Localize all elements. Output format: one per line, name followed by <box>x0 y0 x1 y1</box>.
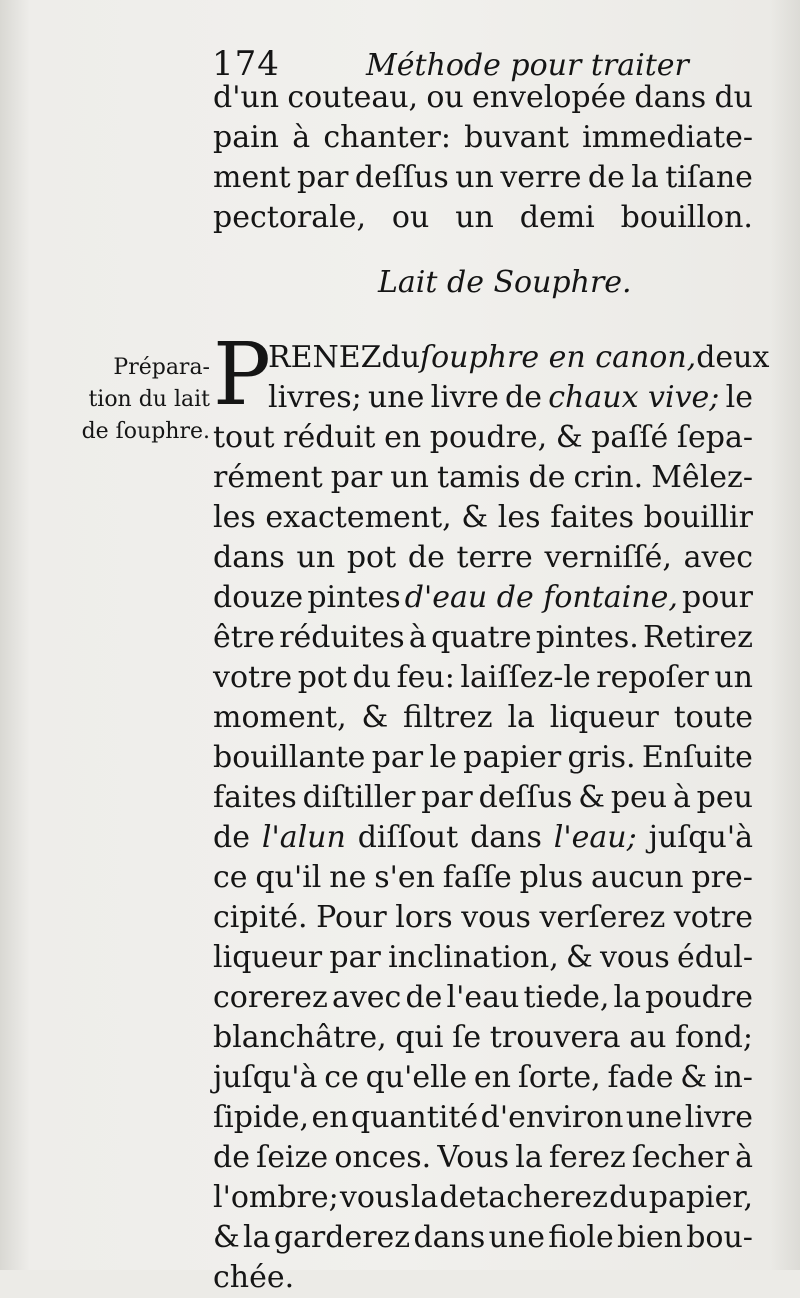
word: l'eau <box>446 980 520 1015</box>
word: chaux vive; <box>548 380 720 415</box>
word: ou <box>426 80 464 115</box>
drop-cap-lines <box>268 338 770 418</box>
word: votre <box>673 900 753 935</box>
word: les <box>497 500 541 535</box>
word: verniſſé, <box>544 540 672 575</box>
word: dans <box>413 1220 486 1255</box>
margin-note-line: tion du lait <box>88 387 210 412</box>
word: faſſe <box>442 860 512 895</box>
running-title: Méthode pour traiter <box>366 48 689 83</box>
word: liqueur <box>213 940 323 975</box>
word: papier <box>463 740 562 775</box>
word: la <box>410 1180 439 1215</box>
word: peu <box>696 780 753 815</box>
text-line <box>213 1218 753 1258</box>
word: & <box>578 780 605 815</box>
word: au <box>629 1020 667 1055</box>
word: quatre <box>431 620 532 655</box>
word: pain <box>213 120 280 155</box>
word: pour <box>682 580 753 615</box>
word: deux <box>696 340 770 375</box>
word: peu <box>610 780 668 815</box>
word: un <box>390 460 429 495</box>
text-line <box>213 458 753 498</box>
word: diſtiller <box>302 780 416 815</box>
text-line <box>213 1018 753 1058</box>
drop-cap: P <box>213 325 271 425</box>
word: filtrez <box>403 700 493 735</box>
word: deſſus <box>478 780 573 815</box>
word: cipité. <box>213 900 308 935</box>
word: & <box>555 420 583 455</box>
word: poudre <box>645 980 753 1015</box>
word: ſorte, <box>517 1060 601 1095</box>
word: liqueur <box>549 700 659 735</box>
text-line <box>213 498 753 538</box>
word: de <box>407 540 445 575</box>
word: du <box>609 1180 648 1215</box>
text-line <box>268 338 770 378</box>
word: demi <box>519 200 595 235</box>
page-number: 174 <box>212 44 280 84</box>
word: s'en <box>374 860 435 895</box>
word: rément <box>213 460 323 495</box>
word: inclination, <box>388 940 559 975</box>
word: pre- <box>691 860 753 895</box>
word: Mêlez- <box>651 460 753 495</box>
text-line <box>213 818 753 858</box>
word: blanchâtre, <box>213 1020 387 1055</box>
word: RENEZ <box>268 340 382 375</box>
word: ſeize <box>256 1140 329 1175</box>
word: bou- <box>686 1220 753 1255</box>
word: un <box>455 200 494 235</box>
word: qu'elle <box>365 1060 468 1095</box>
word: tiſane <box>665 160 753 195</box>
word: pectorale, <box>213 200 366 235</box>
word: avec <box>331 980 402 1015</box>
word: & <box>461 500 489 535</box>
word: dans <box>470 820 542 855</box>
word: ſecher <box>631 1140 729 1175</box>
word: repoſer <box>596 660 709 695</box>
margin-note <box>70 352 210 448</box>
word: buvant <box>464 120 569 155</box>
word: par <box>330 460 383 495</box>
word: faites <box>213 780 297 815</box>
word: en <box>473 1060 511 1095</box>
word: bouillante <box>213 740 366 775</box>
word: en <box>384 420 422 455</box>
word: à <box>408 620 427 655</box>
word: de <box>505 380 543 415</box>
word: ſipide, <box>213 1100 309 1135</box>
text-line <box>213 658 753 698</box>
word: terre <box>456 540 533 575</box>
word: vous <box>339 1180 410 1215</box>
word: bouillir <box>643 500 753 535</box>
word: trouvera <box>489 1020 621 1055</box>
word: l'ombre; <box>213 1180 339 1215</box>
word: livre <box>684 1100 753 1135</box>
word: papier, <box>648 1180 753 1215</box>
text-line <box>213 738 753 778</box>
word: & <box>361 700 389 735</box>
word: ce <box>324 1060 359 1095</box>
word: réduit <box>283 420 376 455</box>
word: une <box>625 1100 683 1135</box>
text-line <box>213 78 753 118</box>
word: d'un <box>213 80 280 115</box>
text-line <box>213 1138 753 1178</box>
word: pintes <box>307 580 401 615</box>
word: corerez <box>213 980 328 1015</box>
word: envelopée <box>471 80 627 115</box>
word: réduites <box>279 620 405 655</box>
word: à <box>292 120 311 155</box>
word: l'alun <box>261 820 346 855</box>
word: bien <box>617 1220 683 1255</box>
word: laiſſez-le <box>460 660 591 695</box>
text-line <box>213 698 753 738</box>
word: bouillon. <box>620 200 753 235</box>
word: de <box>587 160 625 195</box>
word: par <box>421 780 473 815</box>
word: faites <box>550 500 634 535</box>
continuation-paragraph <box>213 78 753 238</box>
word: chée. <box>213 1260 295 1295</box>
word: pot <box>346 540 397 575</box>
word: detacherez <box>439 1180 608 1215</box>
word: ſepa- <box>676 420 753 455</box>
word: un <box>714 660 753 695</box>
word: à <box>672 780 691 815</box>
word: livres; <box>268 380 362 415</box>
word: pot <box>297 660 348 695</box>
word: diſſout <box>357 820 459 855</box>
text-line <box>213 158 753 198</box>
word: ferez <box>548 1140 626 1175</box>
word: ment <box>213 160 291 195</box>
word: Pour <box>316 900 387 935</box>
text-line <box>213 978 753 1018</box>
text-line <box>213 858 753 898</box>
word: quantité <box>350 1100 479 1135</box>
text-line <box>213 1098 753 1138</box>
text-line <box>213 1058 753 1098</box>
word: immediate- <box>582 120 753 155</box>
section-title: Lait de Souphre. <box>378 265 632 300</box>
word: paſſé <box>591 420 669 455</box>
word: gris. <box>567 740 636 775</box>
word: verre <box>500 160 582 195</box>
word: in- <box>713 1060 753 1095</box>
word: la <box>631 160 659 195</box>
word: l'eau; <box>553 820 637 855</box>
word: verſerez <box>539 900 666 935</box>
word: juſqu'à <box>648 820 753 855</box>
text-line <box>213 1178 753 1218</box>
word: le <box>725 380 753 415</box>
word: douze <box>213 580 304 615</box>
word: Retirez <box>643 620 753 655</box>
word: juſqu'à <box>213 1060 318 1095</box>
word: la <box>243 1220 271 1255</box>
word: lors <box>395 900 453 935</box>
word: qui <box>395 1020 444 1055</box>
word: le <box>429 740 457 775</box>
word: deſſus <box>354 160 449 195</box>
text-line <box>213 938 753 978</box>
word: votre <box>213 660 293 695</box>
text-line <box>213 538 753 578</box>
word: crin. <box>573 460 644 495</box>
word: garderez <box>273 1220 411 1255</box>
word: feu: <box>396 660 455 695</box>
word: plus <box>519 860 584 895</box>
word: Vous <box>437 1140 510 1175</box>
word: être <box>213 620 275 655</box>
text-line <box>213 618 753 658</box>
word: les <box>213 500 256 535</box>
word: par <box>297 160 349 195</box>
word: avec <box>683 540 753 575</box>
word: fiole <box>548 1220 614 1255</box>
word: un <box>455 160 494 195</box>
word: la <box>507 700 535 735</box>
recipe-paragraph <box>213 418 753 1298</box>
text-line <box>213 898 753 938</box>
word: aucun <box>590 860 684 895</box>
word: tamis <box>437 460 521 495</box>
word: par <box>371 740 424 775</box>
word: par <box>329 940 381 975</box>
word: un <box>296 540 336 575</box>
word: dans <box>213 540 285 575</box>
word: & <box>680 1060 708 1095</box>
word: en <box>311 1100 349 1135</box>
word: édul- <box>676 940 753 975</box>
word: à <box>735 1140 753 1175</box>
word: livre <box>430 380 499 415</box>
word: vous <box>599 940 670 975</box>
word: du <box>714 80 753 115</box>
text-line <box>213 578 753 618</box>
word: toute <box>673 700 753 735</box>
text-line <box>268 378 753 418</box>
word: couteau, <box>287 80 419 115</box>
word: onces. <box>334 1140 432 1175</box>
word: & <box>213 1220 240 1255</box>
word: chanter: <box>323 120 451 155</box>
word: & <box>566 940 593 975</box>
word: de <box>528 460 566 495</box>
word: une <box>488 1220 545 1255</box>
word: pintes. <box>535 620 639 655</box>
word: d'eau de fontaine, <box>404 580 678 615</box>
word: la <box>613 980 641 1015</box>
word: du <box>381 340 421 375</box>
word: ſouphre en canon, <box>420 340 697 375</box>
word: ſe <box>452 1020 482 1055</box>
word: ou <box>391 200 430 235</box>
word: exactement, <box>265 500 452 535</box>
margin-note-line: Prépara- <box>113 355 210 380</box>
word: une <box>367 380 425 415</box>
text-line <box>213 418 753 458</box>
word: ce <box>213 860 248 895</box>
word: dans <box>634 80 707 115</box>
word: fond; <box>675 1020 753 1055</box>
text-line <box>213 198 753 238</box>
word: tout <box>213 420 275 455</box>
word: d'environ <box>480 1100 624 1135</box>
word: de <box>213 1140 250 1175</box>
word: du <box>352 660 392 695</box>
word: fade <box>607 1060 674 1095</box>
word: ne <box>329 860 367 895</box>
word: qu'il <box>255 860 322 895</box>
word: la <box>515 1140 543 1175</box>
text-line <box>213 118 753 158</box>
word: de <box>405 980 443 1015</box>
word: vous <box>461 900 531 935</box>
margin-note-line: de ſouphre. <box>81 419 210 444</box>
word: Enſuite <box>641 740 753 775</box>
word: poudre, <box>429 420 548 455</box>
text-line <box>213 1258 753 1298</box>
word: tiede, <box>523 980 610 1015</box>
text-line <box>213 778 753 818</box>
word: de <box>213 820 250 855</box>
word: moment, <box>213 700 347 735</box>
